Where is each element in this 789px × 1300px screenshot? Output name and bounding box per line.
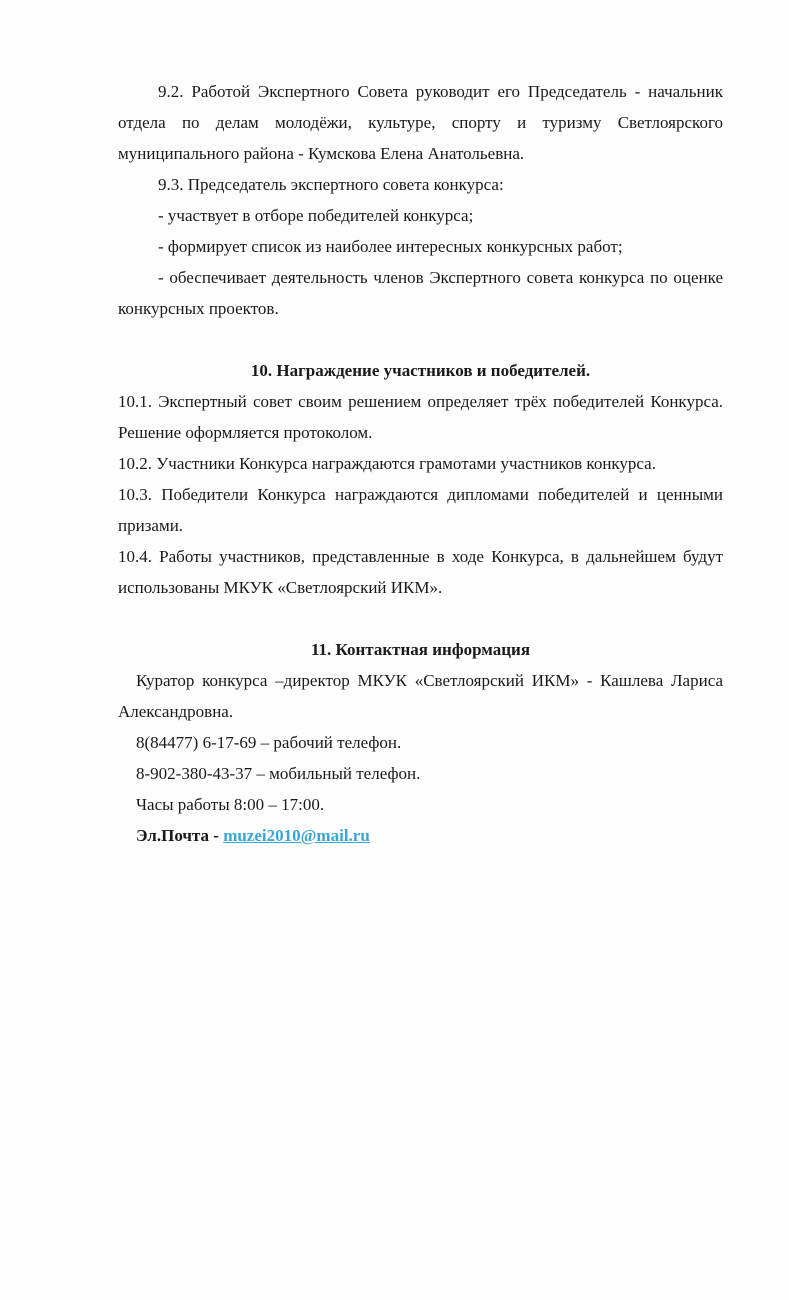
paragraph-10-4: 10.4. Работы участников, представленные в ходе Конкурса, в дальнейшем будут использованы МКУК «Светлоярский ИКМ». <box>118 547 723 597</box>
list-item-form-list: - формирует список из наиболее интересных конкурсных работ; <box>158 237 623 256</box>
document-body <box>118 76 723 851</box>
work-phone: 8(84477) 6-17-69 – рабочий телефон. <box>136 733 402 752</box>
email-line <box>118 820 723 851</box>
mobile-phone: 8-902-380-43-37 – мобильный телефон. <box>136 764 421 783</box>
paragraph-10-3: 10.3. Победители Конкурса награждаются дипломами победителей и ценными призами. <box>118 485 723 535</box>
list-item-select-winners: - участвует в отборе победителей конкурса; <box>158 206 474 225</box>
email-label: Эл.Почта - <box>136 826 224 845</box>
paragraph-9-3: 9.3. Председатель экспертного совета конкурса: <box>158 175 504 194</box>
email-link[interactable]: muzei2010@mail.ru <box>223 826 370 845</box>
section-11-heading: 11. Контактная информация <box>310 640 531 659</box>
paragraph-9-2: 9.2. Работой Экспертного Совета руководит его Председатель - начальник отдела по делам молодёжи, культуре, спорту и туризму Светлоярского муниципального района - Кумскова Елена Анатольевна. <box>118 82 723 163</box>
paragraph-ensure-activity: - обеспечивает деятельность членов Экспертного совета конкурса по оценке конкурсных проектов. <box>118 268 723 318</box>
spacer <box>118 603 723 634</box>
section-10-heading: 10. Награждение участников и победителей. <box>250 361 591 380</box>
paragraph-10-1: 10.1. Экспертный совет своим решением определяет трёх победителей Конкурса. Решение оформляется протоколом. <box>118 392 723 442</box>
curator-info: Куратор конкурса –директор МКУК «Светлоярский ИКМ» - Кашлева Лариса Александровна. <box>118 671 723 721</box>
working-hours: Часы работы 8:00 – 17:00. <box>136 795 325 814</box>
paragraph-10-2: 10.2. Участники Конкурса награждаются грамотами участников конкурса. <box>118 454 656 473</box>
spacer <box>118 324 723 355</box>
